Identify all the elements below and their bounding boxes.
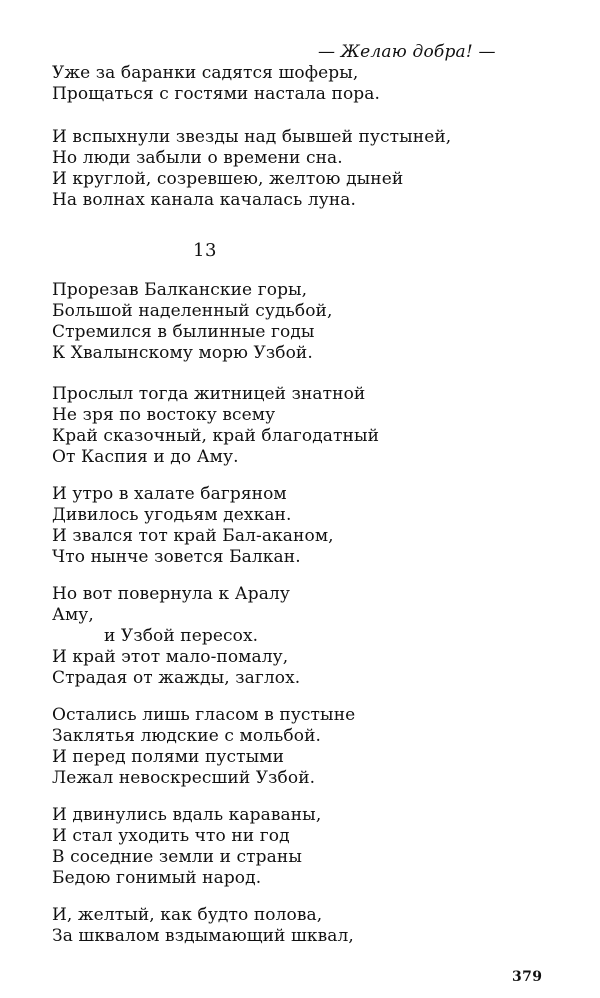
- poem-line: Прослыл тогда житницей знатной: [52, 384, 366, 404]
- poem-line: И утро в халате багряном: [52, 484, 287, 504]
- dialogue-line: — Желаю добра! —: [318, 42, 496, 62]
- poem-line: И звался тот край Бал-аканом,: [52, 526, 334, 546]
- poem-line: Лежал невоскресший Узбой.: [52, 768, 316, 788]
- poem-line: На волнах канала качалась луна.: [52, 190, 357, 210]
- poem-line: Стремился в былинные годы: [52, 322, 315, 342]
- poem-line: От Каспия и до Аму.: [52, 447, 239, 467]
- poem-line: За шквалом вздымающий шквал,: [52, 926, 354, 946]
- poem-line: Дивилось угодьям дехкан.: [52, 505, 292, 525]
- page-number: 379: [512, 969, 543, 985]
- poem-line: И двинулись вдаль караваны,: [52, 805, 322, 825]
- poem-line: И стал уходить что ни год: [52, 826, 290, 846]
- section-number: 13: [193, 240, 217, 261]
- poem-line: Но люди забыли о времени сна.: [52, 148, 343, 168]
- poem-line: Что нынче зовется Балкан.: [52, 547, 301, 567]
- poem-line: Уже за баранки садятся шоферы,: [52, 63, 359, 83]
- poem-line: Бедою гонимый народ.: [52, 868, 262, 888]
- poem-line: И край этот мало-помалу,: [52, 647, 289, 667]
- poem-line: И вспыхнули звезды над бывшей пустыней,: [52, 127, 452, 147]
- poem-line: И круглой, созревшею, желтою дыней: [52, 169, 404, 189]
- poem-line: Не зря по востоку всему: [52, 405, 276, 425]
- poem-line: Край сказочный, край благодатный: [52, 426, 380, 446]
- poem-line: И перед полями пустыми: [52, 747, 285, 767]
- poem-line: И, желтый, как будто полова,: [52, 905, 323, 925]
- poem-line: Аму,: [52, 605, 94, 625]
- poem-line: Большой наделенный судьбой,: [52, 301, 333, 321]
- poem-line: Страдая от жажды, заглох.: [52, 668, 301, 688]
- poem-line-indented: и Узбой пересох.: [104, 626, 259, 646]
- poem-line: Но вот повернула к Аралу: [52, 584, 290, 604]
- poem-line: Прощаться с гостями настала пора.: [52, 84, 381, 104]
- poem-line: К Хвалынскому морю Узбой.: [52, 343, 313, 363]
- poem-line: Заклятья людские с мольбой.: [52, 726, 322, 746]
- poem-line: Остались лишь гласом в пустыне: [52, 705, 356, 725]
- poem-line: Прорезав Балканские горы,: [52, 280, 308, 300]
- poem-line: В соседние земли и страны: [52, 847, 302, 867]
